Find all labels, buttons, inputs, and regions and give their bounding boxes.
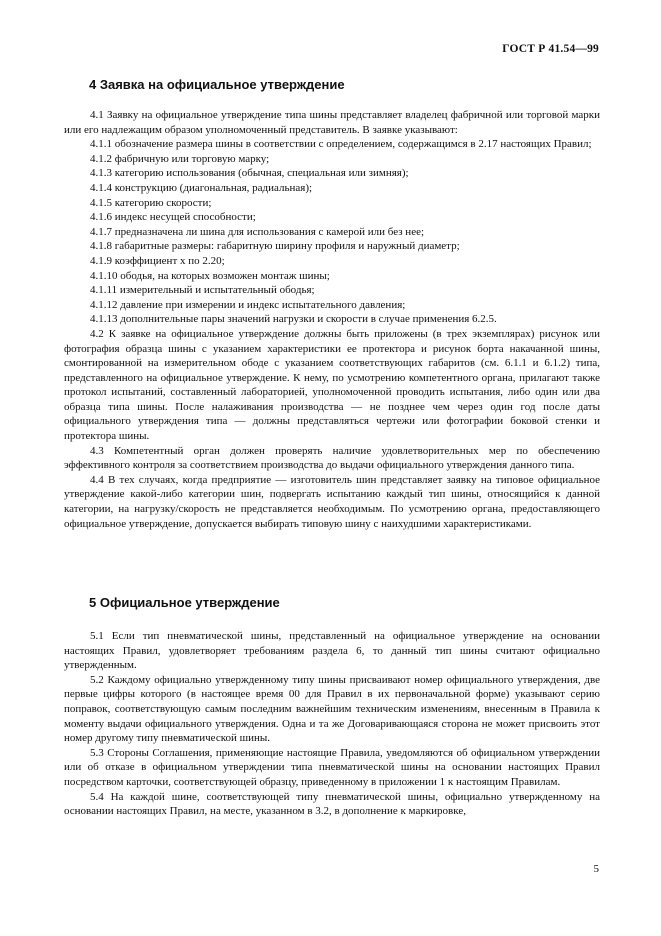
paragraph: 5.2 Каждому официально утвержденному типу шины присваивают номер официального утверждения, две первые цифры которого (в настоящее время 00 для Правил в их первоначальной форме) указывают серию поправок, соответствующую самым последним важнейшим техническим изменениям, внесенным в Правила к моменту выдачи официального утверждения. Одна и та же Договаривающаяся сторона не может присвоить этот номер другому типу пневматической шины. <box>64 673 600 745</box>
paragraph: 5.1 Если тип пневматической шины, представленный на официальное утверждение на основании настоящих Правил, удовлетворяет требованиям раздела 6, то данный тип шины считают официально утвержденным. <box>64 630 600 672</box>
paragraph: 5.3 Стороны Соглашения, применяющие настоящие Правила, уведомляются об официальном утверждении или об отказе в официальном утверждении типа пневматической шины на основании настоящих Правил посредством карточки, соответствующей образцу, приведенному в приложении 1 к настоящим Правилам. <box>64 746 600 788</box>
page-number: 5 <box>593 863 599 875</box>
list-item: 4.1.8 габаритные размеры: габаритную ширину профиля и наружный диаметр; <box>90 240 460 253</box>
list-item: 4.1.10 ободья, на которых возможен монтаж шины; <box>90 269 330 282</box>
list-item: 4.1.6 индекс несущей способности; <box>90 211 256 224</box>
section-5-title: 5 Официальное утверждение <box>89 595 280 610</box>
section-4-title: 4 Заявка на официальное утверждение <box>89 77 345 92</box>
list-item: 4.1.4 конструкцию (диагональная, радиальная); <box>90 181 313 194</box>
list-item: 4.1.5 категорию скорости; <box>90 196 212 209</box>
list-item: 4.1.12 давление при измерении и индекс испытательного давления; <box>90 298 406 311</box>
paragraph: 4.1 Заявку на официальное утверждение типа шины представляет владелец фабричной или торговой марки или его надлежащим образом уполномоченный представитель. В заявке указывают: <box>64 109 600 136</box>
document-code: ГОСТ Р 41.54—99 <box>502 43 599 55</box>
list-item: 4.1.7 предназначена ли шина для использования с камерой или без нее; <box>90 225 425 238</box>
paragraph: 4.2 К заявке на официальное утверждение должны быть приложены (в трех экземплярах) рисунок или фотография образца шины с указанием характеристики ее протектора и рисунок борта накачанной шины, смонтированной на измерительном ободе с указанием соответствующих габаритов (см. 6.1.1 и 6.1.2) типа, представленного на официальное утверждение. К нему, по усмотрению компетентного органа, прилагают также протокол испытаний, составленный лабораторией, уполномоченной проводить испытания, либо один или два образца типа шины. После налаживания производства — не позднее чем через один год после даты официального утверждения типа — должны представляться чертежи или фотографии боковой стенки и протектора шины. <box>64 327 600 443</box>
paragraph: 5.4 На каждой шине, соответствующей типу пневматической шины, официально утвержденному на основании настоящих Правил, на месте, указанном в 3.2, в дополнение к маркировке, <box>64 790 600 818</box>
section-4-body <box>64 108 600 531</box>
paragraph: 4.4 В тех случаях, когда предприятие — изготовитель шин представляет заявку на типовое официальное утверждение какой-либо категории шин, подвергать испытанию каждый тип шины, относящийся к данной категории, на нагрузку/скорость не представляется необходимым. По усмотрению органа, предоставляющего официальное утверждение, допускается выбирать типовую шину с наихудшими характеристиками. <box>64 473 600 530</box>
list-item: 4.1.13 дополнительные пары значений нагрузки и скорости в случае применения 6.2.5. <box>90 313 497 326</box>
list-item: 4.1.11 измерительный и испытательный ободья; <box>90 284 315 297</box>
paragraph: 4.1.1 обозначение размера шины в соответствии с определением, содержащимся в 2.17 настоящих Правил; <box>90 138 592 151</box>
section-5-body <box>64 629 600 819</box>
paragraph: 4.3 Компетентный орган должен проверять наличие удовлетворительных мер по обеспечению эффективного контроля за соответствием производства до выдачи официального утверждения данного типа. <box>64 444 600 472</box>
list-item: 4.1.2 фабричную или торговую марку; <box>90 152 270 165</box>
list-item: 4.1.3 категорию использования (обычная, специальная или зимняя); <box>90 167 409 180</box>
list-item: 4.1.9 коэффициент x по 2.20; <box>90 254 225 267</box>
